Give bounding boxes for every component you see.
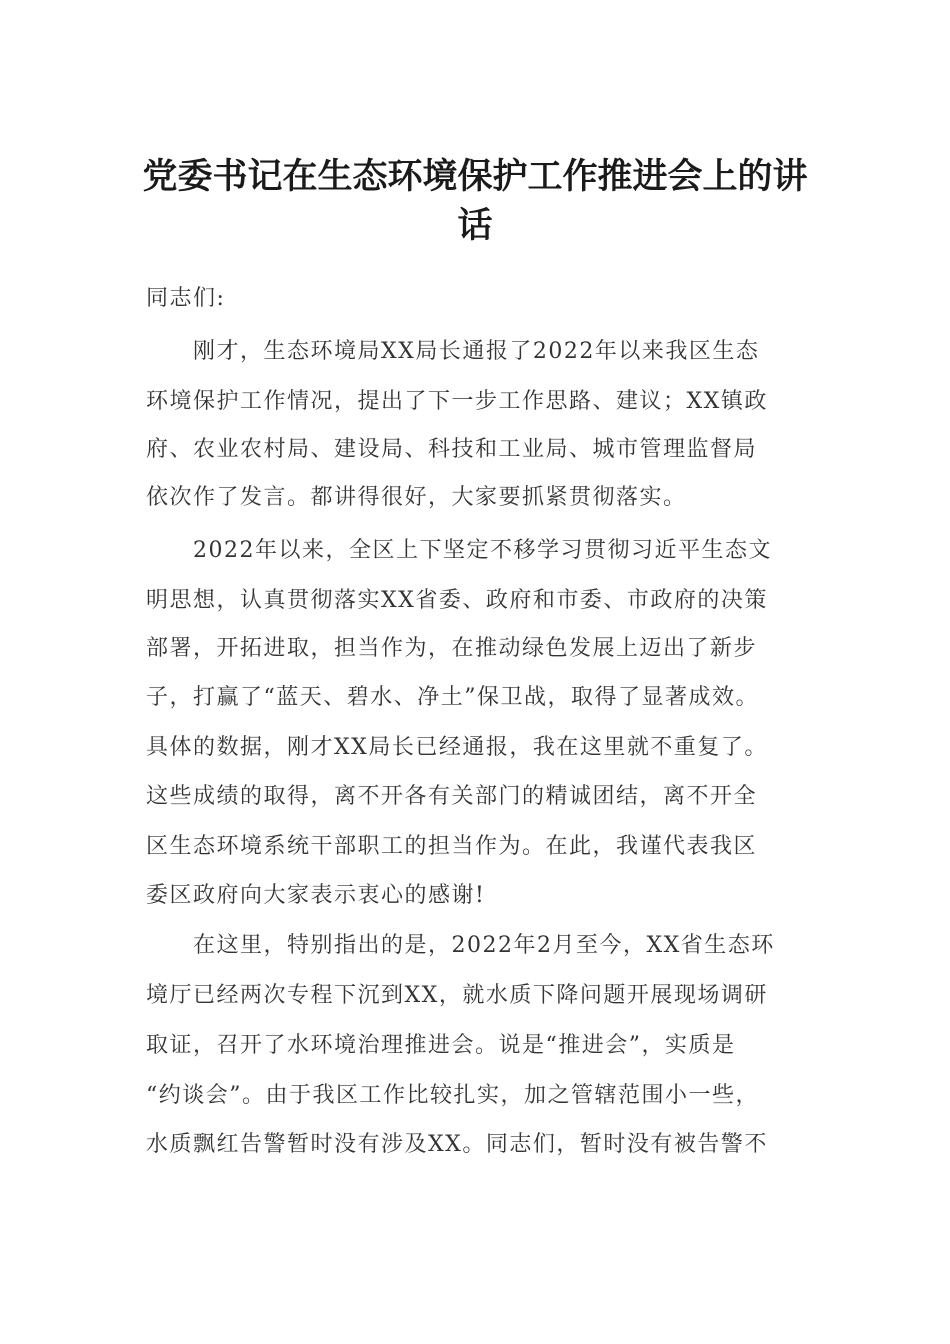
body-line: 环境保护工作情况，提出了下一步工作思路、建议；XX镇政 bbox=[146, 389, 768, 414]
body-line: 明思想，认真贯彻落实XX省委、政府和市委、市政府的决策 bbox=[146, 588, 768, 613]
body-line: 委区政府向大家表示衷心的感谢! bbox=[146, 883, 486, 908]
body-line: 部署，开拓进取，担当作为，在推动绿色发展上迈出了新步 bbox=[146, 636, 758, 661]
document-title-line-1: 党委书记在生态环境保护工作推进会上的讲 bbox=[142, 156, 808, 197]
body-line: 具体的数据，刚才XX局长已经通报，我在这里就不重复了。 bbox=[146, 735, 768, 760]
body-line: 子，打赢了“蓝天、碧水、净土”保卫战，取得了显著成效。 bbox=[146, 685, 759, 710]
body-line: “约谈会”。由于我区工作比较扎实，加之管辖范围小一些， bbox=[146, 1083, 759, 1108]
body-line: 刚才，生态环境局XX局长通报了2022年以来我区生态 bbox=[146, 339, 760, 364]
body-line: 境厅已经两次专程下沉到XX，就水质下降问题开展现场调研 bbox=[146, 983, 768, 1008]
body-line: 同志们: bbox=[146, 286, 226, 311]
body-line: 府、农业农村局、建设局、科技和工业局、城市管理监督局 bbox=[146, 437, 758, 462]
body-line: 取证，召开了水环境治理推进会。说是“推进会”，实质是 bbox=[146, 1033, 736, 1058]
document-title-line-2: 话 bbox=[457, 205, 493, 246]
body-line: 依次作了发言。都讲得很好，大家要抓紧贯彻落实。 bbox=[146, 485, 687, 510]
body-line: 水质飘红告警暂时没有涉及XX。同志们，暂时没有被告警不 bbox=[146, 1132, 768, 1157]
body-line: 2022年以来，全区上下坚定不移学习贯彻习近平生态文 bbox=[146, 538, 772, 563]
body-line: 区生态环境系统干部职工的担当作为。在此，我谨代表我区 bbox=[146, 834, 758, 859]
body-line: 这些成绩的取得，离不开各有关部门的精诚团结，离不开全 bbox=[146, 784, 758, 809]
body-line: 在这里，特别指出的是，2022年2月至今，XX省生态环 bbox=[146, 933, 775, 958]
